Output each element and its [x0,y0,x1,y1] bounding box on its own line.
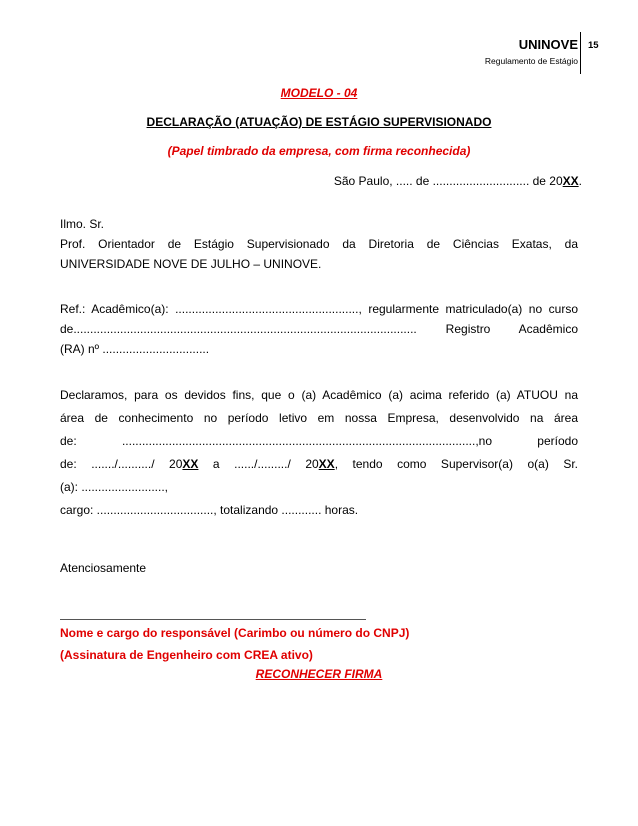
date-line-prefix: São Paulo, ..... de ............................. de 20 [333,174,563,188]
year-placeholder-start: XX [182,457,199,471]
signature-name-label: Nome e cargo do responsável (Carimbo ou número do CNPJ) [60,626,410,640]
closing-text: Atenciosamente [60,561,147,575]
reference-line-3: (RA) nº ................................ [60,342,210,356]
date-line-end: . [578,174,582,188]
year-placeholder-end: XX [318,457,335,471]
reference-line-1: Ref.: Acadêmico(a): ......................................................., regularmente matriculado(a) no curso [60,302,578,316]
page-number: 15 [588,40,599,51]
reference-line-2: de....................................................................................................... Registro Acadêmico [60,322,578,336]
body-line-4-middle: a ....../........./ 20 [198,457,319,471]
notarize-label: RECONHECER FIRMA [255,667,383,681]
header-institution: UNINOVE [518,37,578,52]
signature-crea-label: (Assinatura de Engenheiro com CREA ativo) [60,648,313,662]
body-line-3: de: ..........................................................................................................,no período [60,434,578,448]
model-label: MODELO - 04 [280,86,358,100]
document-header [485,37,578,67]
addressee-line-2: Prof. Orientador de Estágio Supervisionado da Diretoria de Ciências Exatas, da [60,237,578,251]
body-line-6: cargo: ..................................., totalizando ............ horas. [60,503,359,517]
document-subtitle: (Papel timbrado da empresa, com firma reconhecida) [167,144,471,158]
addressee-line-3: UNIVERSIDADE NOVE DE JULHO – UNINOVE. [60,257,322,271]
body-line-1: Declaramos, para os devidos fins, que o (a) Acadêmico (a) acima referido (a) ATUOU na [60,388,578,402]
signature-line [60,619,366,620]
body-line-5: (a): ........................., [60,480,169,494]
header-subtitle: Regulamento de Estágio [484,56,578,66]
date-year-placeholder: XX [562,174,579,188]
body-line-4 [60,453,578,476]
addressee-block [60,214,578,274]
reference-block [60,299,578,359]
body-line-2: área de conhecimento no período letivo em nossa Empresa, desenvolvido na área [60,411,578,425]
document-title: DECLARAÇÃO (ATUAÇÃO) DE ESTÁGIO SUPERVISIONADO [146,115,492,129]
body-line-4-end: , tendo como Supervisor(a) o(a) Sr. [334,457,578,471]
date-line [334,174,582,188]
declaration-body [60,384,578,522]
addressee-line-1: Ilmo. Sr. [60,217,105,231]
header-divider [580,32,581,74]
body-line-4-start: de: ......./........../ 20 [60,457,183,471]
